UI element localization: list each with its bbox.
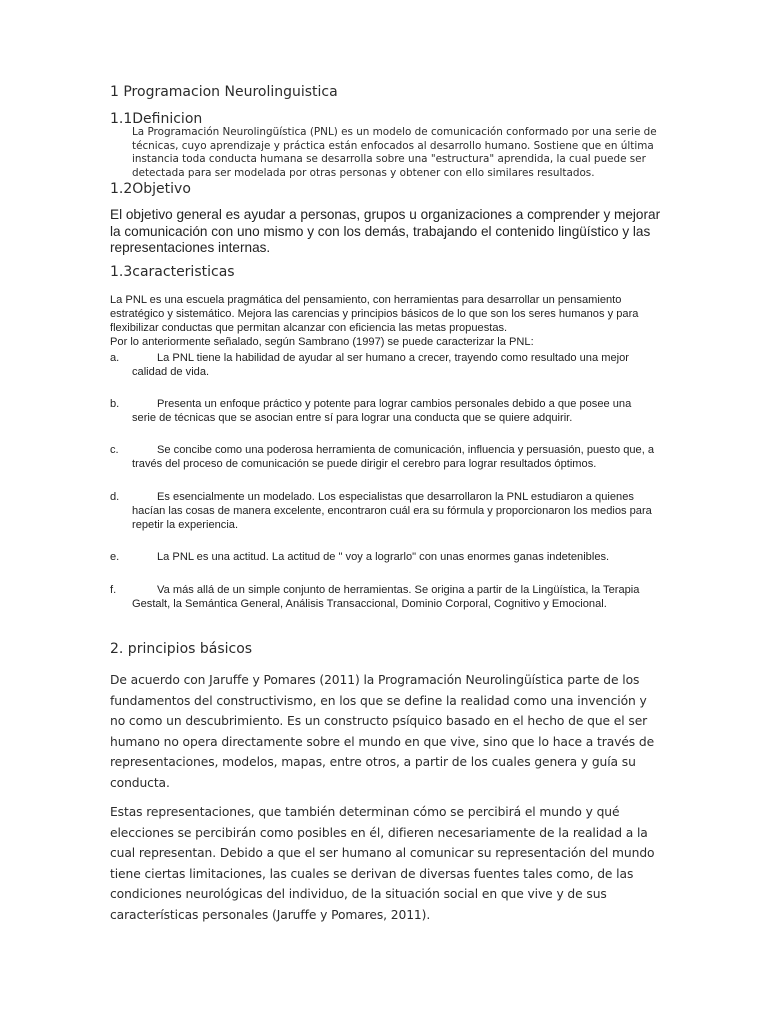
list-item-text: Va más allá de un simple conjunto de herramientas. Se origina a partir de la Lingüística, la Terapia Gestalt, la Semántica General, Análisis Transaccional, Dominio Corporal, Cognitivo y Emocional.: [132, 584, 640, 611]
list-item-text: Es esencialmente un modelado. Los especialistas que desarrollaron la PNL estudiaron a quienes hacían las cosas de manera excelente, encontraron cuál era su fórmula y proporcionaron los medios para repetir la experiencia.: [132, 491, 652, 532]
list-item-label: a.: [110, 352, 120, 364]
list-item-text: Se concibe como una poderosa herramienta de comunicación, influencia y persuasión, puesto que, a través del proceso de comunicación se puede dirigir el cerebro para lograr resultados óptimos.: [132, 444, 655, 471]
main-heading: 1 Programacion Neurolinguistica: [110, 84, 338, 100]
section-heading-definicion: 1.1Definicion: [110, 111, 203, 127]
section-heading-caracteristicas: 1.3caracteristicas: [110, 264, 235, 280]
list-item-label: c.: [110, 444, 119, 456]
list-item-label: b.: [110, 398, 120, 410]
principios-paragraph-2: Estas representaciones, que también determinan cómo se percibirá el mundo y qué elecciones se percibirán como posibles en él, difieren necesariamente de la realidad a la cual representan. Debido a que el ser humano al comunicar su representación del mundo tiene ciertas limitaciones, las cuales se derivan de diversas fuentes tales como, de las condiciones neurológicas del individuo, de la situación social en que vive y de sus características personales (Jaruffe y Pomares, 2011).: [110, 805, 655, 922]
list-item-text: Presenta un enfoque práctico y potente para lograr cambios personales debido a que posee una serie de técnicas que se asocian entre sí para lograr una conducta que se quiere adquirir.: [132, 398, 632, 425]
objetivo-paragraph: El objetivo general es ayudar a personas, grupos u organizaciones a comprender y mejorar la comunicación con uno mismo y con los demás, trabajando el contenido lingüístico y las representaciones internas.: [110, 207, 661, 255]
list-item-label: f.: [110, 584, 117, 596]
caracteristicas-intro: La PNL es una escuela pragmática del pensamiento, con herramientas para desarrollar un pensamiento estratégico y sistemático. Mejora las carencias y principios básicos de lo que son los seres humanos y para flexibilizar conductas que permitan alcanzar con eficiencia las metas propuestas.: [110, 294, 639, 335]
list-item-text: La PNL tiene la habilidad de ayudar al ser humano a crecer, trayendo como resultado una mejor calidad de vida.: [132, 352, 629, 379]
list-item-label: d.: [110, 491, 120, 503]
section-heading-objetivo: 1.2Objetivo: [110, 181, 191, 197]
caracteristicas-intro-2: Por lo anteriormente señalado, según Sambrano (1997) se puede caracterizar la PNL:: [110, 336, 534, 348]
list-item-text: La PNL es una actitud. La actitud de " voy a lograrlo" con unas enormes ganas indetenibles.: [157, 551, 610, 563]
list-item-label: e.: [110, 551, 120, 563]
section-heading-principios: 2. principios básicos: [110, 641, 253, 657]
principios-paragraph-1: De acuerdo con Jaruffe y Pomares (2011) la Programación Neurolingüística parte de los fundamentos del constructivismo, en los que se define la realidad como una invención y no como un descubrimiento. Es un constructo psíquico basado en el hecho de que el ser humano no opera directamente sobre el mundo en que vive, sino que lo hace a través de representaciones, modelos, mapas, entre otros, a partir de los cuales genera y guía su conducta.: [110, 673, 655, 790]
definicion-paragraph: La Programación Neurolingüística (PNL) es un modelo de comunicación conformado por una serie de técnicas, cuyo aprendizaje y práctica están enfocados al desarrollo humano. Sostiene que en última instancia toda conducta humana se desarrolla sobre una "estructura" aprendida, la cual puede ser detectada para ser modelada por otras personas y obtener con ello similares resultados.: [132, 126, 657, 179]
